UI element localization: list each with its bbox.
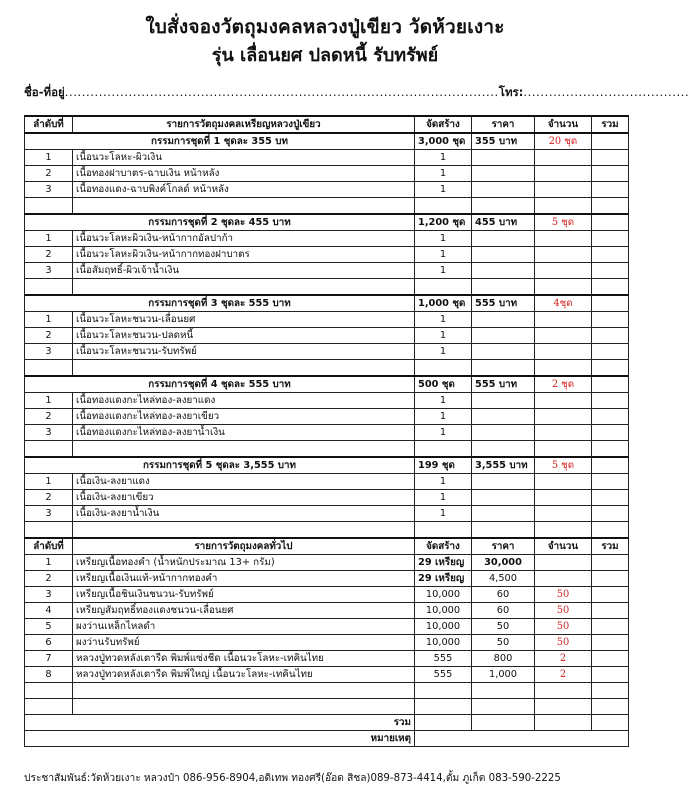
row-qty-cell[interactable] xyxy=(535,182,592,198)
name-address-label: ชื่อ-ที่อยู่ xyxy=(24,85,65,99)
note-row xyxy=(25,731,629,747)
row-made: 1 xyxy=(415,263,472,279)
row-no: 3 xyxy=(25,344,73,360)
row-price xyxy=(472,247,535,263)
row-price: 1,000 xyxy=(472,667,535,683)
header-item: รายการวัตถุมงคลทั่วไป xyxy=(73,538,415,555)
table-row xyxy=(25,247,629,263)
header-qty: จำนวน xyxy=(535,116,592,133)
row-no: 2 xyxy=(25,490,73,506)
row-qty-cell[interactable] xyxy=(535,409,592,425)
sum-cell[interactable] xyxy=(535,715,592,731)
row-made: 1 xyxy=(415,344,472,360)
table-row xyxy=(25,409,629,425)
row-no: 8 xyxy=(25,667,73,683)
row-total-cell[interactable] xyxy=(592,571,629,587)
row-total-cell[interactable] xyxy=(592,425,629,441)
header-price: ราคา xyxy=(472,116,535,133)
empty-cell xyxy=(472,522,535,539)
row-qty-handwritten[interactable] xyxy=(535,571,592,587)
group-title: กรรมการชุดที่ 4 ชุดละ 555 บาท xyxy=(25,376,415,393)
row-no: 2 xyxy=(25,166,73,182)
sum-cell[interactable] xyxy=(592,715,629,731)
row-item-name: เนื้อเงิน-ลงยาน้ำเงิน xyxy=(73,506,415,522)
header-total: รวม xyxy=(592,116,629,133)
group-price: 555 บาท xyxy=(472,376,535,393)
table-row xyxy=(25,328,629,344)
row-made: 1 xyxy=(415,393,472,409)
row-qty-handwritten[interactable] xyxy=(535,555,592,571)
empty-cell xyxy=(25,522,73,539)
group-price: 3,555 บาท xyxy=(472,457,535,474)
empty-cell xyxy=(472,441,535,458)
row-no: 5 xyxy=(25,619,73,635)
empty-cell xyxy=(73,699,415,715)
row-qty-cell[interactable] xyxy=(535,393,592,409)
row-item-name: เนื้อทองฝาบาตร-ฉาบเงิน หน้าหลัง xyxy=(73,166,415,182)
empty-cell xyxy=(25,360,73,377)
contact-footer: ประชาสัมพันธ์:วัดห้วยเงาะ หลวงป๋า 086-956-8904,อดิเทพ ทองศรี(อ๊อด สิชล)089-873-4414,ตั้ม ภูเก็ต 083-590-2225 xyxy=(24,773,561,784)
table-row xyxy=(25,393,629,409)
row-no: 1 xyxy=(25,393,73,409)
group-qty-handwritten[interactable]: 4ชุด xyxy=(535,295,592,312)
row-total-cell[interactable] xyxy=(592,667,629,683)
row-no: 1 xyxy=(25,150,73,166)
row-qty-cell[interactable] xyxy=(535,312,592,328)
group-header-row xyxy=(25,295,629,312)
name-address-field[interactable]: ...................................................................................................... xyxy=(64,85,499,99)
table-row xyxy=(25,474,629,490)
empty-cell xyxy=(73,522,415,539)
empty-cell xyxy=(25,699,73,715)
row-item-name: เนื้อนวะโลหะชนวน-ปลดหนี้ xyxy=(73,328,415,344)
row-total-cell[interactable] xyxy=(592,393,629,409)
group-made: 1,200 ชุด xyxy=(415,214,472,231)
row-made: 1 xyxy=(415,150,472,166)
row-qty-cell[interactable] xyxy=(535,247,592,263)
row-item-name: เนื้อนวะโลหะผิวเงิน-หน้ากากอัลปาก้า xyxy=(73,231,415,247)
empty-cell xyxy=(592,683,629,699)
row-item-name: เนื้อเงิน-ลงยาเขียว xyxy=(73,490,415,506)
empty-cell xyxy=(25,279,73,296)
table-row xyxy=(25,344,629,360)
empty-cell xyxy=(592,198,629,215)
group-title: กรรมการชุดที่ 2 ชุดละ 455 บาท xyxy=(25,214,415,231)
group-price: 555 บาท xyxy=(472,295,535,312)
note-label: หมายเหตุ xyxy=(25,731,415,747)
row-price xyxy=(472,328,535,344)
row-made: 1 xyxy=(415,409,472,425)
row-qty-cell[interactable] xyxy=(535,231,592,247)
phone-label: โทร: xyxy=(498,85,524,99)
row-total-cell[interactable] xyxy=(592,263,629,279)
row-price xyxy=(472,150,535,166)
row-total-cell[interactable] xyxy=(592,490,629,506)
row-price: 60 xyxy=(472,587,535,603)
row-price xyxy=(472,344,535,360)
group-header-row xyxy=(25,133,629,150)
row-made: 29 เหรียญ xyxy=(415,555,472,571)
row-qty-handwritten[interactable]: 2 xyxy=(535,651,592,667)
row-item-name: เนื้อนวะโลหะชนวน-รับทรัพย์ xyxy=(73,344,415,360)
row-price xyxy=(472,393,535,409)
row-no: 6 xyxy=(25,635,73,651)
group-total-cell[interactable] xyxy=(592,133,629,150)
row-no: 1 xyxy=(25,474,73,490)
row-price: 30,000 xyxy=(472,555,535,571)
empty-cell xyxy=(535,441,592,458)
row-item-name: เนื้อทองแดงกะไหล่ทอง-ลงยาน้ำเงิน xyxy=(73,425,415,441)
empty-cell xyxy=(592,699,629,715)
empty-cell xyxy=(472,699,535,715)
row-made: 1 xyxy=(415,247,472,263)
general-header-row xyxy=(25,538,629,555)
form-title: ใบสั่งจองวัตถุมงคลหลวงปู่เขียว วัดห้วยเงาะ xyxy=(145,16,505,38)
row-item-name: เนื้อทองแดง-ฉาบพิงค์โกลด์ หน้าหลัง xyxy=(73,182,415,198)
header-no: ลำดับที่ xyxy=(25,538,73,555)
group-qty-handwritten[interactable]: 5 ชุด xyxy=(535,457,592,474)
row-item-name: เหรียญเนื้อเงินแท้-หน้ากากทองคำ xyxy=(73,571,415,587)
row-price: 4,500 xyxy=(472,571,535,587)
table-row xyxy=(25,555,629,571)
empty-cell xyxy=(472,198,535,215)
group-made: 1,000 ชุด xyxy=(415,295,472,312)
header-price: ราคา xyxy=(472,538,535,555)
row-made: 10,000 xyxy=(415,603,472,619)
group-made: 500 ชุด xyxy=(415,376,472,393)
row-qty-handwritten[interactable]: 50 xyxy=(535,587,592,603)
empty-cell xyxy=(472,360,535,377)
row-made: 555 xyxy=(415,651,472,667)
row-item-name: เนื้อนวะโลหะ-ผิวเงิน xyxy=(73,150,415,166)
row-price: 800 xyxy=(472,651,535,667)
empty-cell xyxy=(415,683,472,699)
table-row xyxy=(25,263,629,279)
row-total-cell[interactable] xyxy=(592,506,629,522)
header-made: จัดสร้าง xyxy=(415,116,472,133)
table-row xyxy=(25,231,629,247)
form-subtitle: รุ่น เลื่อนยศ ปลดหนี้ รับทรัพย์ xyxy=(211,45,439,66)
row-item-name: เหรียญเนื้อทองคำ (น้ำหนักประมาณ 13+ กรัม) xyxy=(73,555,415,571)
row-item-name: เหรียญสัมฤทธิ์ทองแดงชนวน-เลื่อนยศ xyxy=(73,603,415,619)
row-total-cell[interactable] xyxy=(592,474,629,490)
empty-cell xyxy=(535,198,592,215)
row-no: 3 xyxy=(25,263,73,279)
table-row xyxy=(25,312,629,328)
header-qty: จำนวน xyxy=(535,538,592,555)
row-qty-cell[interactable] xyxy=(535,328,592,344)
row-total-cell[interactable] xyxy=(592,182,629,198)
phone-field[interactable]: ....................................... xyxy=(523,85,689,99)
row-qty-handwritten[interactable]: 2 xyxy=(535,667,592,683)
empty-cell xyxy=(592,522,629,539)
row-no: 3 xyxy=(25,425,73,441)
header-made: จัดสร้าง xyxy=(415,538,472,555)
row-item-name: เนื้อเงิน-ลงยาแดง xyxy=(73,474,415,490)
row-price: 50 xyxy=(472,619,535,635)
empty-cell xyxy=(73,198,415,215)
row-qty-cell[interactable] xyxy=(535,490,592,506)
row-total-cell[interactable] xyxy=(592,328,629,344)
group-price: 355 บาท xyxy=(472,133,535,150)
row-price xyxy=(472,506,535,522)
empty-cell xyxy=(415,699,472,715)
row-no: 7 xyxy=(25,651,73,667)
row-item-name: เหรียญเนื้อชินเงินชนวน-รับทรัพย์ xyxy=(73,587,415,603)
group-header-row xyxy=(25,457,629,474)
row-item-name: เนื้อทองแดงกะไหล่ทอง-ลงยาเขียว xyxy=(73,409,415,425)
empty-cell xyxy=(415,198,472,215)
empty-cell xyxy=(535,279,592,296)
table-row xyxy=(25,166,629,182)
empty-cell xyxy=(415,360,472,377)
table-row xyxy=(25,587,629,603)
row-item-name: เนื้อนวะโลหะผิวเงิน-หน้ากากทองฝาบาตร xyxy=(73,247,415,263)
table-row xyxy=(25,150,629,166)
row-price xyxy=(472,312,535,328)
row-no: 4 xyxy=(25,603,73,619)
row-total-cell[interactable] xyxy=(592,635,629,651)
spacer-row xyxy=(25,198,629,215)
row-made: 1 xyxy=(415,312,472,328)
row-made: 29 เหรียญ xyxy=(415,571,472,587)
empty-cell xyxy=(592,441,629,458)
row-total-cell[interactable] xyxy=(592,651,629,667)
empty-cell xyxy=(73,441,415,458)
group-total-cell[interactable] xyxy=(592,376,629,393)
row-total-cell[interactable] xyxy=(592,231,629,247)
blank-row xyxy=(25,699,629,715)
row-no: 3 xyxy=(25,182,73,198)
row-made: 555 xyxy=(415,667,472,683)
spacer-row xyxy=(25,441,629,458)
sum-cell[interactable] xyxy=(415,715,472,731)
row-qty-cell[interactable] xyxy=(535,166,592,182)
table-row xyxy=(25,490,629,506)
row-no: 1 xyxy=(25,555,73,571)
table-row xyxy=(25,182,629,198)
empty-cell xyxy=(415,441,472,458)
empty-cell xyxy=(535,360,592,377)
row-made: 1 xyxy=(415,506,472,522)
row-qty-cell[interactable] xyxy=(535,506,592,522)
row-total-cell[interactable] xyxy=(592,555,629,571)
row-item-name: ผงว่านเหล็กไหลดำ xyxy=(73,619,415,635)
group-header-row xyxy=(25,214,629,231)
row-total-cell[interactable] xyxy=(592,603,629,619)
row-made: 10,000 xyxy=(415,635,472,651)
row-no: 1 xyxy=(25,312,73,328)
row-made: 1 xyxy=(415,231,472,247)
row-price: 50 xyxy=(472,635,535,651)
group-total-cell[interactable] xyxy=(592,457,629,474)
row-made: 1 xyxy=(415,328,472,344)
row-item-name: ผงว่านรับทรัพย์ xyxy=(73,635,415,651)
header-item: รายการวัตถุมงคลเหรียญหลวงปู่เขียว xyxy=(73,116,415,133)
row-qty-cell[interactable] xyxy=(535,344,592,360)
table-row xyxy=(25,651,629,667)
header-total: รวม xyxy=(592,538,629,555)
row-no: 2 xyxy=(25,571,73,587)
row-made: 10,000 xyxy=(415,587,472,603)
group-qty-handwritten[interactable]: 2 ชุด xyxy=(535,376,592,393)
empty-cell xyxy=(592,279,629,296)
row-item-name: เนื้อทองแดงกะไหล่ทอง-ลงยาแดง xyxy=(73,393,415,409)
row-total-cell[interactable] xyxy=(592,619,629,635)
empty-cell xyxy=(535,522,592,539)
row-price xyxy=(472,263,535,279)
table-header-row xyxy=(25,116,629,133)
table-row xyxy=(25,667,629,683)
row-no: 2 xyxy=(25,247,73,263)
row-made: 1 xyxy=(415,182,472,198)
table-row xyxy=(25,619,629,635)
row-price xyxy=(472,166,535,182)
table-row xyxy=(25,635,629,651)
row-item-name: หลวงปู่ทวดหลังเตารีด พิมพ์แซ่งชีด เนื้อนวะโลหะ-เทคินไทย xyxy=(73,651,415,667)
order-table xyxy=(24,115,629,747)
row-total-cell[interactable] xyxy=(592,150,629,166)
group-made: 3,000 ชุด xyxy=(415,133,472,150)
empty-cell xyxy=(73,683,415,699)
empty-cell xyxy=(592,360,629,377)
row-total-cell[interactable] xyxy=(592,409,629,425)
empty-cell xyxy=(472,279,535,296)
row-price xyxy=(472,182,535,198)
group-qty-handwritten[interactable]: 20 ชุด xyxy=(535,133,592,150)
group-header-row xyxy=(25,376,629,393)
group-total-cell[interactable] xyxy=(592,214,629,231)
row-total-cell[interactable] xyxy=(592,587,629,603)
group-title: กรรมการชุดที่ 1 ชุดละ 355 บท xyxy=(25,133,415,150)
row-qty-cell[interactable] xyxy=(535,425,592,441)
empty-cell xyxy=(472,683,535,699)
group-qty-handwritten[interactable]: 5 ชุด xyxy=(535,214,592,231)
group-title: กรรมการชุดที่ 3 ชุดละ 555 บาท xyxy=(25,295,415,312)
row-qty-cell[interactable] xyxy=(535,474,592,490)
header-no: ลำดับที่ xyxy=(25,116,73,133)
table-row xyxy=(25,571,629,587)
spacer-row xyxy=(25,279,629,296)
row-price xyxy=(472,490,535,506)
row-item-name: หลวงปู่ทวดหลังเตารีด พิมพ์ใหญ่ เนื้อนวะโลหะ-เทคินไทย xyxy=(73,667,415,683)
row-price: 60 xyxy=(472,603,535,619)
row-no: 3 xyxy=(25,587,73,603)
empty-cell xyxy=(535,683,592,699)
empty-cell xyxy=(25,198,73,215)
row-made: 1 xyxy=(415,490,472,506)
row-qty-handwritten[interactable]: 50 xyxy=(535,635,592,651)
row-made: 1 xyxy=(415,425,472,441)
table-row xyxy=(25,603,629,619)
row-total-cell[interactable] xyxy=(592,344,629,360)
group-price: 455 บาท xyxy=(472,214,535,231)
empty-cell xyxy=(535,699,592,715)
row-qty-cell[interactable] xyxy=(535,150,592,166)
row-item-name: เนื้อนวะโลหะชนวน-เลื่อนยศ xyxy=(73,312,415,328)
row-total-cell[interactable] xyxy=(592,247,629,263)
row-price xyxy=(472,409,535,425)
empty-cell xyxy=(73,360,415,377)
contact-line xyxy=(24,84,689,102)
row-no: 3 xyxy=(25,506,73,522)
row-made: 10,000 xyxy=(415,619,472,635)
sum-cell[interactable] xyxy=(472,715,535,731)
row-price xyxy=(472,474,535,490)
note-field[interactable] xyxy=(415,731,629,747)
row-no: 2 xyxy=(25,328,73,344)
table-row xyxy=(25,506,629,522)
empty-cell xyxy=(415,522,472,539)
empty-cell xyxy=(415,279,472,296)
row-price xyxy=(472,425,535,441)
group-made: 199 ชุด xyxy=(415,457,472,474)
row-made: 1 xyxy=(415,166,472,182)
empty-cell xyxy=(25,683,73,699)
row-no: 2 xyxy=(25,409,73,425)
row-price xyxy=(472,231,535,247)
empty-cell xyxy=(25,441,73,458)
row-item-name: เนื้อสัมฤทธิ์-ผิวเจ้าน้ำเงิน xyxy=(73,263,415,279)
empty-cell xyxy=(73,279,415,296)
row-total-cell[interactable] xyxy=(592,312,629,328)
row-qty-handwritten[interactable]: 50 xyxy=(535,619,592,635)
sum-label: รวม xyxy=(25,715,415,731)
spacer-row xyxy=(25,360,629,377)
row-no: 1 xyxy=(25,231,73,247)
table-row xyxy=(25,425,629,441)
row-qty-handwritten[interactable]: 50 xyxy=(535,603,592,619)
row-total-cell[interactable] xyxy=(592,166,629,182)
row-qty-cell[interactable] xyxy=(535,263,592,279)
blank-row xyxy=(25,683,629,699)
sum-row xyxy=(25,715,629,731)
group-title: กรรมการชุดที่ 5 ชุดละ 3,555 บาท xyxy=(25,457,415,474)
group-total-cell[interactable] xyxy=(592,295,629,312)
row-made: 1 xyxy=(415,474,472,490)
spacer-row xyxy=(25,522,629,539)
